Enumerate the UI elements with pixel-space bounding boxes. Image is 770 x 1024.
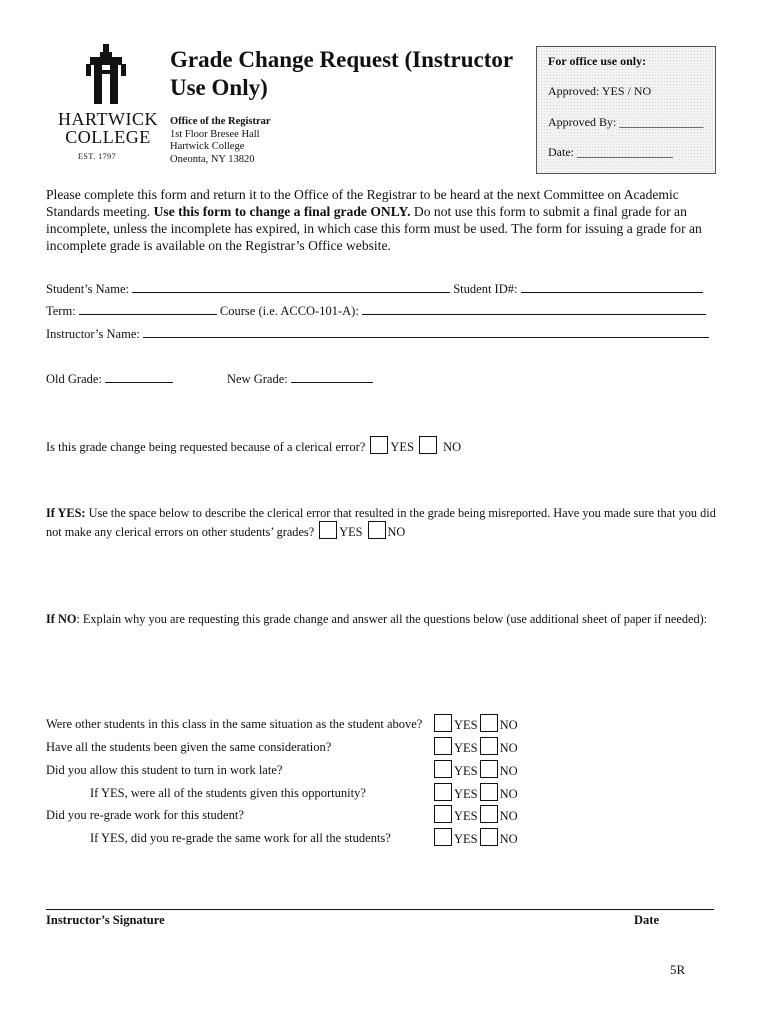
intro-text-1: Please complete this form and return it to the Office of the Registrar to be heard at the next Committee on Academic Standards meeting. xyxy=(46,187,679,219)
intro-text-2: Do not use this form to submit a final grade for an incomplete, unless the incomplete has expired, in which case this form must be used. The form for issuing a grade for an incomplete grade is available on the Registrar’s Office website. xyxy=(46,204,702,253)
office-address-1: 1st Floor Bresee Hall xyxy=(170,128,260,140)
new-grade-row xyxy=(227,370,373,387)
question-2-answers xyxy=(432,737,518,756)
college-name-line2: COLLEGE xyxy=(65,127,151,147)
office-address-2: Hartwick College xyxy=(170,141,245,152)
signature-line[interactable] xyxy=(46,909,714,910)
clerical-no-checkbox[interactable] xyxy=(419,436,437,454)
question-4-yes-checkbox[interactable] xyxy=(434,783,452,801)
question-1-no-label: NO xyxy=(499,718,518,732)
if-no-paragraph xyxy=(46,612,726,627)
other-errors-no-checkbox[interactable] xyxy=(368,521,386,539)
if-no-label: If NO xyxy=(46,612,77,626)
clerical-question-text: Is this grade change being requested because of a clerical error? xyxy=(46,440,366,454)
intro-paragraph xyxy=(46,186,726,254)
question-5-text: Did you re-grade work for this student? xyxy=(46,808,244,822)
question-5-yes-label: YES xyxy=(454,809,478,823)
question-1-yes-checkbox[interactable] xyxy=(434,714,452,732)
if-yes-text: Use the space below to describe the clerical error that resulted in the grade being misreported. Have you made sure that you did not make any clerical errors on other students’ grades? xyxy=(46,506,716,539)
office-address-3: Oneonta, NY 13820 xyxy=(170,153,255,165)
question-1-no-checkbox[interactable] xyxy=(480,714,498,732)
question-5-no-checkbox[interactable] xyxy=(480,805,498,823)
if-yes-label: If YES: xyxy=(46,506,86,520)
office-use-heading: For office use only: xyxy=(548,54,647,68)
question-6-answers xyxy=(432,828,518,847)
office-use-box xyxy=(536,46,716,174)
office-approved-by: Approved By: ______________ xyxy=(548,115,704,129)
question-1-yes-label: YES xyxy=(454,718,478,732)
question-3-yes-checkbox[interactable] xyxy=(434,760,452,778)
if-yes-paragraph xyxy=(46,506,726,540)
question-5-yes-checkbox[interactable] xyxy=(434,805,452,823)
other-errors-yes-checkbox[interactable] xyxy=(319,521,337,539)
question-2-yes-label: YES xyxy=(454,741,478,755)
old-grade-field[interactable] xyxy=(105,370,173,383)
question-2-no-checkbox[interactable] xyxy=(480,737,498,755)
question-1-answers xyxy=(432,714,518,733)
clerical-no-label: NO xyxy=(443,440,462,454)
term-row xyxy=(46,302,706,319)
question-6-no-label: NO xyxy=(499,832,518,846)
question-4-text: If YES, were all of the students given this opportunity? xyxy=(90,786,366,800)
if-no-text: : Explain why you are requesting this grade change and answer all the questions below (use additional sheet of paper if needed): xyxy=(76,612,708,626)
office-approved: Approved: YES / NO xyxy=(548,84,652,98)
est-label: EST. 1797 xyxy=(78,152,117,161)
instructor-row xyxy=(46,325,709,342)
signature-label: Instructor’s Signature xyxy=(46,913,165,927)
old-grade-label: Old Grade: xyxy=(46,372,102,386)
question-5-no-label: NO xyxy=(499,809,518,823)
question-2-yes-checkbox[interactable] xyxy=(434,737,452,755)
question-3-no-label: NO xyxy=(499,764,518,778)
intro-bold: Use this form to change a final grade ONLY. xyxy=(153,204,411,219)
question-6-text: If YES, did you re-grade the same work for all the students? xyxy=(90,831,391,845)
instructor-name-field[interactable] xyxy=(143,325,709,338)
other-errors-no-label: NO xyxy=(387,525,406,539)
signature-date-label: Date xyxy=(634,913,659,927)
question-2-text: Have all the students been given the same consideration? xyxy=(46,740,332,754)
question-4-yes-label: YES xyxy=(454,787,478,801)
question-6-yes-label: YES xyxy=(454,832,478,846)
student-id-field[interactable] xyxy=(521,280,703,293)
clerical-yes-checkbox[interactable] xyxy=(370,436,388,454)
old-grade-row xyxy=(46,370,173,387)
question-1-text: Were other students in this class in the same situation as the student above? xyxy=(46,717,423,731)
student-name-label: Student’s Name: xyxy=(46,282,129,296)
question-2-no-label: NO xyxy=(499,741,518,755)
question-3-answers xyxy=(432,760,518,779)
question-6-yes-checkbox[interactable] xyxy=(434,828,452,846)
term-field[interactable] xyxy=(79,302,217,315)
clerical-yes-label: YES xyxy=(390,440,415,454)
registrar-address xyxy=(170,116,271,166)
student-id-label: Student ID#: xyxy=(453,282,518,296)
student-name-field[interactable] xyxy=(132,280,450,293)
course-label: Course (i.e. ACCO-101-A): xyxy=(219,304,359,318)
page-title: Grade Change Request (Instructor Use Only) xyxy=(170,47,513,100)
office-name: Office of the Registrar xyxy=(170,116,271,127)
page-code: 5R xyxy=(670,962,686,977)
question-3-yes-label: YES xyxy=(454,764,478,778)
office-date: Date: ________________ xyxy=(548,145,673,159)
course-field[interactable] xyxy=(362,302,706,315)
question-5-answers xyxy=(432,805,518,824)
question-4-answers xyxy=(432,783,518,802)
question-4-no-label: NO xyxy=(499,787,518,801)
question-6-no-checkbox[interactable] xyxy=(480,828,498,846)
student-name-row xyxy=(46,280,703,297)
question-3-no-checkbox[interactable] xyxy=(480,760,498,778)
new-grade-field[interactable] xyxy=(291,370,373,383)
term-label: Term: xyxy=(46,304,76,318)
instructor-name-label: Instructor’s Name: xyxy=(46,327,140,341)
question-4-no-checkbox[interactable] xyxy=(480,783,498,801)
new-grade-label: New Grade: xyxy=(227,372,288,386)
other-errors-yes-label: YES xyxy=(339,525,363,539)
question-3-text: Did you allow this student to turn in work late? xyxy=(46,763,283,777)
clerical-question-row xyxy=(46,436,461,455)
college-name-line1: HARTWICK xyxy=(58,109,158,129)
college-logo-icon xyxy=(86,44,128,104)
